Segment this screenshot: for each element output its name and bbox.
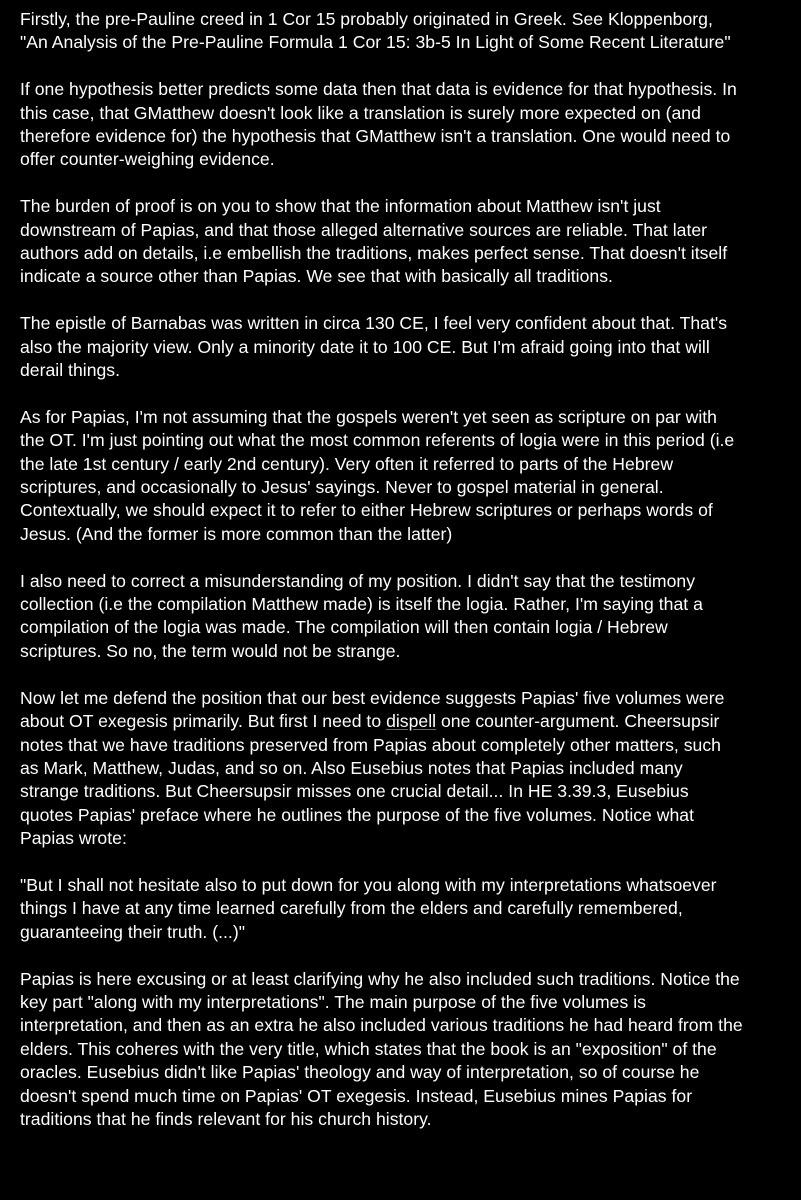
- text-line: "An Analysis of the Pre-Pauline Formula 1 Cor 15: 3b-5 In Light of Some Recent Literature": [20, 32, 731, 53]
- paragraph-4: [20, 312, 791, 382]
- text-line: things I have at any time learned carefully from the elders and carefully remembered,: [20, 898, 683, 919]
- paragraph-5: [20, 406, 791, 546]
- text-line: As for Papias, I'm not assuming that the gospels weren't yet seen as scripture on par with: [20, 406, 717, 427]
- paragraph-3: [20, 195, 791, 289]
- text-line: also the majority view. Only a minority date it to 100 CE. But I'm afraid going into that will: [20, 336, 710, 357]
- text-line: derail things.: [20, 360, 121, 381]
- text-line: as Mark, Matthew, Judas, and so on. Also Eusebius notes that Papias included many: [20, 757, 683, 778]
- text-line: the late 1st century / early 2nd century). Very often it referred to parts of the Hebrew: [20, 453, 674, 474]
- text-line: Firstly, the pre-Pauline creed in 1 Cor 15 probably originated in Greek. See Kloppenborg,: [20, 9, 713, 29]
- text-line: indicate a source other than Papias. We see that with basically all traditions.: [20, 266, 613, 287]
- text-line: Jesus. (And the former is more common than the latter): [20, 523, 453, 544]
- text-line: Papias wrote:: [20, 828, 127, 849]
- paragraph-9: [20, 968, 791, 1132]
- text-line: Now let me defend the position that our best evidence suggests Papias' five volumes were: [20, 687, 725, 708]
- spellcheck-word[interactable]: dispell: [386, 711, 437, 732]
- paragraph-2: [20, 78, 791, 172]
- text-line: The burden of proof is on you to show that the information about Matthew isn't just: [20, 196, 661, 217]
- text-line: downstream of Papias, and that those alleged alternative sources are reliable. That later: [20, 219, 708, 240]
- text-line: oracles. Eusebius didn't like Papias' theology and way of interpretation, so of course he: [20, 1062, 700, 1083]
- text-line: notes that we have traditions preserved from Papias about completely other matters, such: [20, 734, 721, 755]
- text-line: the OT. I'm just pointing out what the most common referents of logia were in this period (i.e: [20, 430, 735, 451]
- text-line: If one hypothesis better predicts some data then that data is evidence for that hypothesis. In: [20, 79, 737, 100]
- text-line: elders. This coheres with the very title, which states that the book is an "exposition" of the: [20, 1038, 717, 1059]
- text-line: collection (i.e the compilation Matthew made) is itself the logia. Rather, I'm saying that a: [20, 594, 703, 615]
- text-line: offer counter-weighing evidence.: [20, 149, 275, 170]
- text-line: authors add on details, i.e embellish the traditions, makes perfect sense. That doesn't itself: [20, 243, 728, 264]
- text-line: guaranteeing their truth. (...)": [20, 921, 245, 942]
- text-line: scriptures, and occasionally to Jesus' sayings. Never to gospel material in general.: [20, 477, 664, 498]
- text-line: interpretation, and then as an extra he also included various traditions he had heard from the: [20, 1015, 743, 1036]
- text-line: "But I shall not hesitate also to put down for you along with my interpretations whatsoever: [20, 874, 717, 895]
- text-line: scriptures. So no, the term would not be strange.: [20, 640, 401, 661]
- text-line: Contextually, we should expect it to refer to either Hebrew scriptures or perhaps words of: [20, 500, 713, 521]
- text-line: compilation of the logia was made. The compilation will then contain logia / Hebrew: [20, 617, 668, 638]
- text-line: Papias is here excusing or at least clarifying why he also included such traditions. Notice the: [20, 968, 740, 989]
- paragraph-7: [20, 687, 791, 851]
- text-line: I also need to correct a misunderstanding of my position. I didn't say that the testimony: [20, 570, 696, 591]
- text-segment: one counter-argument. Cheersupsir: [436, 711, 720, 732]
- paragraph-6: [20, 570, 791, 664]
- text-line: traditions that he finds relevant for his church history.: [20, 1108, 432, 1129]
- paragraph-1: [20, 8, 791, 55]
- text-line: strange traditions. But Cheersupsir misses one crucial detail... In HE 3.39.3, Eusebius: [20, 781, 689, 802]
- text-line: doesn't spend much time on Papias' OT exegesis. Instead, Eusebius mines Papias for: [20, 1085, 693, 1106]
- text-line: The epistle of Barnabas was written in circa 130 CE, I feel very confident about that. That's: [20, 313, 728, 334]
- text-line: this case, that GMatthew doesn't look like a translation is surely more expected on (and: [20, 102, 701, 123]
- text-line: quotes Papias' preface where he outlines the purpose of the five volumes. Notice what: [20, 804, 695, 825]
- text-line-with-spellcheck: [20, 710, 791, 733]
- text-line: key part "along with my interpretations". The main purpose of the five volumes is: [20, 991, 646, 1012]
- text-segment: about OT exegesis primarily. But first I need to: [20, 711, 387, 732]
- paragraph-8-quote: [20, 874, 791, 944]
- text-line: therefore evidence for) the hypothesis that GMatthew isn't a translation. One would need to: [20, 126, 731, 147]
